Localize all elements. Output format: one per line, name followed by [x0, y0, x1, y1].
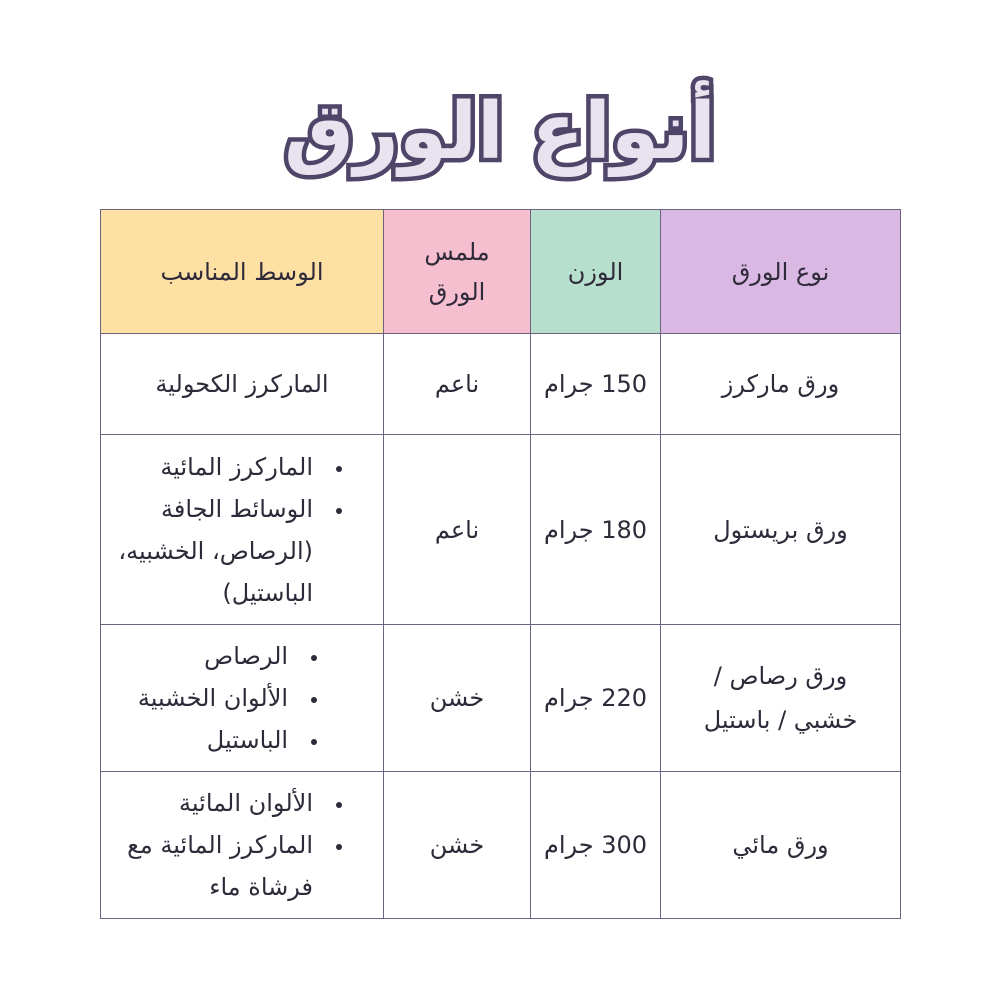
cell-texture: ناعم [384, 435, 531, 625]
list-item: • الباستيل [138, 719, 298, 761]
table-row [101, 435, 901, 625]
list-item: • الألوان المائية [113, 782, 323, 824]
medium-list [113, 782, 371, 908]
cell-weight: 180 جرام [531, 435, 661, 625]
cell-texture: خشن [384, 625, 531, 772]
cell-texture: ناعم [384, 334, 531, 435]
header-suitable-medium: الوسط المناسب [101, 210, 384, 334]
list-item: • الماركرز المائية [113, 446, 323, 488]
list-item: • الألوان الخشبية [138, 677, 298, 719]
list-item: • الماركرز المائية مع فرشاة ماء [113, 824, 323, 908]
cell-texture: خشن [384, 772, 531, 919]
table-header-row [101, 210, 901, 334]
header-weight: الوزن [531, 210, 661, 334]
cell-medium: الماركرز الكحولية [101, 334, 384, 435]
table-row [101, 625, 901, 772]
cell-medium [101, 772, 384, 919]
cell-medium [101, 625, 384, 772]
table-row [101, 772, 901, 919]
cell-paper-type: ورق بريستول [661, 435, 901, 625]
list-item: • الرصاص [138, 635, 298, 677]
cell-weight: 150 جرام [531, 334, 661, 435]
medium-list [138, 635, 346, 761]
medium-list [113, 446, 371, 614]
paper-types-table [100, 209, 901, 919]
table-row [101, 334, 901, 435]
header-texture: ملمس الورق [384, 210, 531, 334]
page-title: أنواع الورق [284, 87, 716, 177]
cell-medium [101, 435, 384, 625]
cell-weight: 220 جرام [531, 625, 661, 772]
cell-paper-type: ورق ماركرز [661, 334, 901, 435]
list-item: • الوسائط الجافة (الرصاص، الخشبيه، الباستيل) [113, 488, 323, 614]
header-paper-type: نوع الورق [661, 210, 901, 334]
cell-weight: 300 جرام [531, 772, 661, 919]
cell-paper-type: ورق رصاص / خشبي / باستيل [661, 625, 901, 772]
cell-paper-type: ورق مائي [661, 772, 901, 919]
